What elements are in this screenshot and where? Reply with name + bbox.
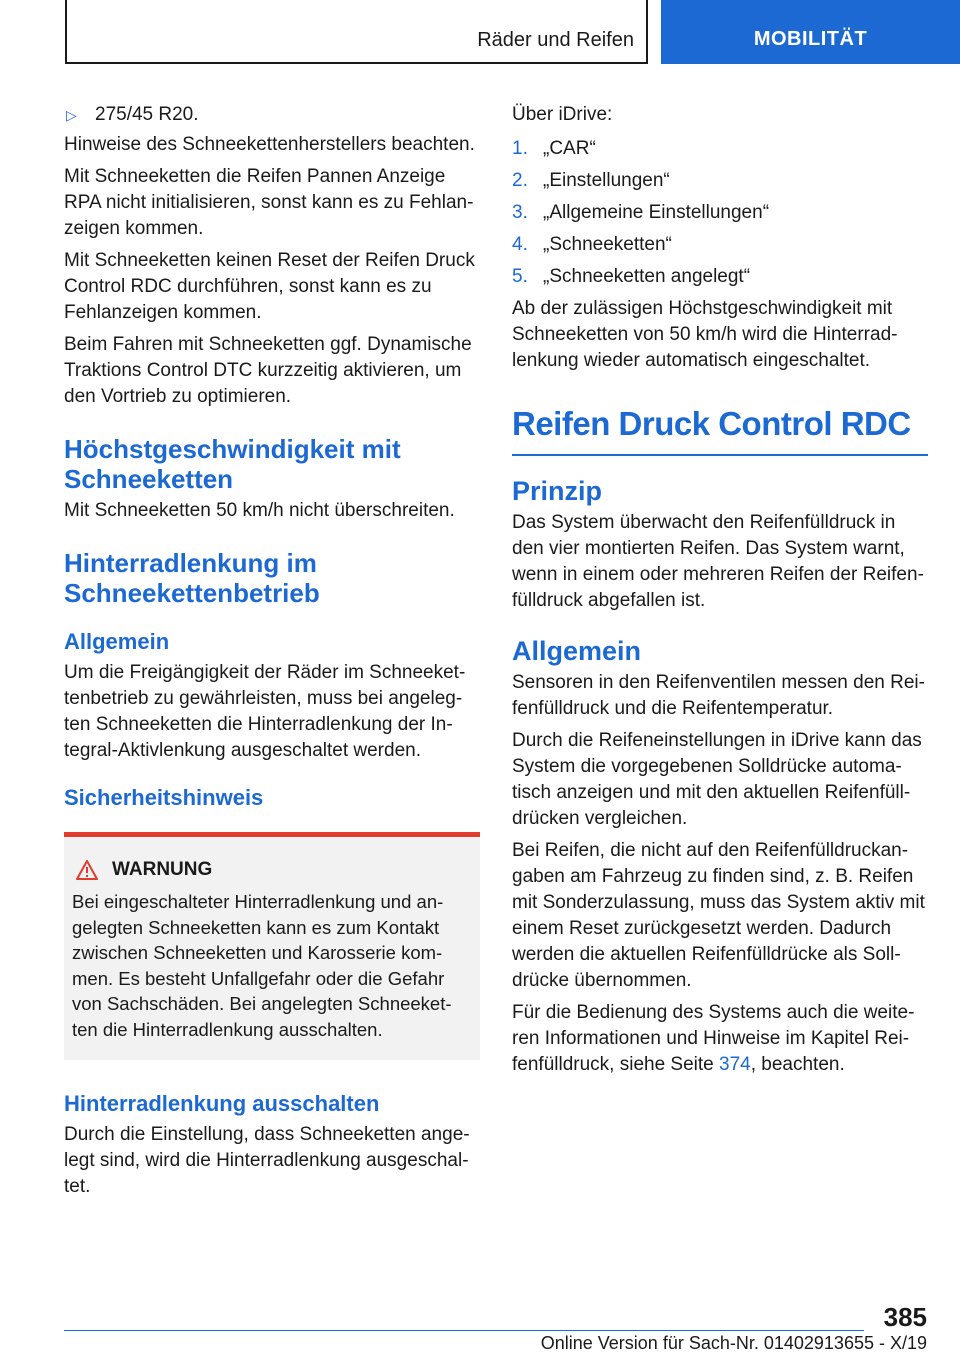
paragraph: Für die Bedienung des Systems auch die weiteren Informationen und Hinweise im Kapitel Reifenfülldruck, siehe Seite 374, beachten.	[512, 1002, 915, 1075]
page-number: 385	[883, 1302, 927, 1332]
paragraph: Hinweise des Schneekettenherstellers beachten.	[64, 134, 475, 155]
warning-text: Bei eingeschalteter Hinterradlenkung und angelegten Schneeketten kann es zum Kontakt zwischen Schneeketten und Karosserie kommen. Es besteht Unfallgefahr oder die Gefahr von Sachschäden. Bei angelegten Schneeketten die Hinterradlenkung ausschalten.	[72, 891, 452, 1040]
list-item: 1. „CAR“	[512, 138, 596, 159]
left-column	[64, 102, 480, 1206]
section-title: Räder und Reifen	[477, 29, 634, 51]
paragraph: Beim Fahren mit Schneeketten ggf. Dynamische Traktions Control DTC kurzzeitig aktivieren, um den Vortrieb zu optimieren.	[64, 334, 472, 407]
paragraph: Mit Schneeketten die Reifen Pannen Anzeige RPA nicht initialisieren, sonst kann es zu Fehlanzeigen kommen.	[64, 166, 474, 239]
footer-divider	[64, 1330, 864, 1331]
footer-text: Online Version für Sach-Nr. 01402913655 - X/19	[540, 1333, 927, 1353]
paragraph: Um die Freigängigkeit der Räder im Schneekettenbetrieb zu gewährleisten, muss bei angelegten Schneeketten die Hinterradlenkung der Integral-Aktivlenkung ausgeschaltet werden.	[64, 662, 466, 761]
paragraph: Das System überwacht den Reifenfülldruck in den vier montierten Reifen. Das System warnt, wenn in einem oder mehreren Reifen der Reifenfülldruck abgefallen ist.	[512, 512, 924, 611]
warning-triangle-icon	[76, 860, 98, 880]
heading-principle: Prinzip	[512, 476, 603, 506]
heading-general: Allgemein	[64, 629, 170, 654]
heading-speed: Höchstgeschwindigkeit mit Schneeketten	[64, 434, 401, 494]
list-item: ▷ 275/45 R20.	[64, 102, 480, 128]
list-item: 5. „Schneeketten angelegt“	[512, 266, 751, 287]
chapter-tab[interactable]: MOBILITÄT	[661, 0, 960, 64]
paragraph: Mit Schneeketten keinen Reset der Reifen Druck Control RDC durchführen, sonst kann es zu Fehlanzeigen kommen.	[64, 250, 475, 323]
paragraph: Ab der zulässigen Höchstgeschwindigkeit mit Schneeketten von 50 km/h wird die Hinterradlenkung wieder automatisch eingeschaltet.	[512, 298, 898, 371]
header-box	[65, 0, 648, 64]
paragraph: Sensoren in den Reifenventilen messen den Reifenfülldruck und die Reifentemperatur.	[512, 672, 925, 719]
warning-title: WARNUNG	[112, 859, 213, 880]
right-column	[512, 102, 928, 1084]
heading-rdc: Reifen Druck Control RDC	[512, 404, 928, 456]
paragraph: Über iDrive:	[512, 104, 613, 125]
warning-header	[72, 859, 470, 881]
paragraph: Bei Reifen, die nicht auf den Reifenfülldruckangaben am Fahrzeug zu finden sind, z. B. Reifen mit Sonderzulassung, muss das System aktiv mit einem Reset zurückgesetzt werden. Dadurch werden die aktuellen Reifenfülldrücke als Solldrücke übernommen.	[512, 840, 925, 991]
paragraph: Mit Schneeketten 50 km/h nicht überschreiten.	[64, 500, 455, 521]
paragraph: Durch die Einstellung, dass Schneeketten angelegt sind, wird die Hinterradlenkung ausgeschaltet.	[64, 1124, 470, 1197]
steps-list	[512, 136, 928, 290]
page-link[interactable]: 374	[719, 1054, 751, 1075]
heading-steering-off: Hinterradlenkung ausschalten	[64, 1091, 380, 1116]
list-item: 2. „Einstellungen“	[512, 170, 670, 191]
heading-safety: Sicherheitshinweis	[64, 785, 264, 810]
paragraph: Durch die Reifeneinstellungen in iDrive kann das System die vorgegebenen Solldrücke automatisch anzeigen und mit den aktuellen Reifenfülldrücken vergleichen.	[512, 730, 922, 829]
heading-rear-steering: Hinterradlenkung im Schneekettenbetrieb	[64, 548, 320, 608]
list-item: 4. „Schneeketten“	[512, 234, 672, 255]
heading-general-rdc: Allgemein	[512, 636, 642, 666]
triangle-bullet-icon: ▷	[66, 107, 77, 123]
warning-box	[64, 832, 480, 1060]
list-item: 3. „Allgemeine Einstellungen“	[512, 202, 770, 223]
